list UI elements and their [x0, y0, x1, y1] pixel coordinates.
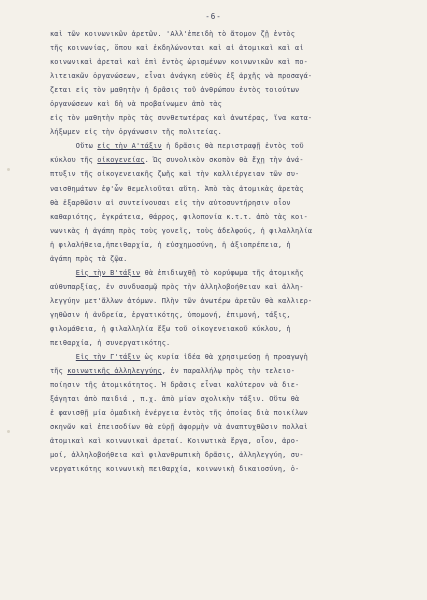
text-line — [50, 167, 412, 181]
text-line — [50, 83, 412, 97]
text-run: γηθῶσιν ἡ ἀνδρεία, ἐργατικότης, ὑπομονή, ἐπιμονή, τάξις, — [50, 310, 291, 319]
text-run: ἀτομικαὶ καὶ κοινωνικαὶ ἀρεταί. Κοινωτικὰ ἔργα, οἷον, ἀρο- — [50, 437, 300, 446]
text-run: καθαριότης, ἐγκράτεια, θάρρος, φιλοπονία κ.τ.τ. ἀπὸ τὰς κοι- — [50, 212, 308, 221]
text-run: λήξωμεν εἰς τὴν ὀργάνωσιν τῆς πολιτείας. — [50, 128, 222, 137]
text-run: ξάγηται ἀπὸ παιδιά , π.χ. ἀπὸ μίαν σχολικὴν τάξιν. Οὕτω θὰ — [50, 395, 300, 404]
text-run: νεργατικότης κοινωνικὴ πειθαρχία, κοινωνικὴ δικαιοσύνη, ὁ- — [50, 465, 300, 474]
text-run: τῆς κοινωνίας, ὅπου καὶ ἐκδηλώνονται καὶ αἱ ἀτομικαὶ καὶ αἱ — [50, 44, 304, 53]
text-line — [50, 182, 412, 196]
text-run: τῆς — [50, 367, 68, 376]
text-run: ὡς κυρία ἰδέα θὰ χρησιμεύσῃ ἡ προαγωγὴ — [140, 353, 308, 362]
text-line — [50, 336, 412, 350]
text-line — [50, 41, 412, 55]
underlined-text: εἰς τὴν Α'τάξιν — [97, 142, 162, 151]
text-run: σκηνῶν καὶ ἐπεισοδίων θὰ εὑρῇ ἀφορμὴν νὰ ἀναπτυχθῶσιν πολλαὶ — [50, 423, 308, 432]
text-run — [50, 353, 76, 361]
text-run — [50, 269, 76, 277]
text-run: , ἐν παραλλήλῳ πρὸς τὴν τελειο- — [161, 367, 296, 376]
text-line — [50, 111, 412, 125]
text-run: ἐ φανισθῇ μία ὁμαδικὴ ἐνέργεια ἐντὸς τῆς ὁποίας διὰ ποικίλων — [50, 409, 308, 418]
text-line — [50, 350, 412, 364]
text-run: ἡ δρᾶσις θὰ περιστραφῇ ἐντὸς τοῦ — [161, 142, 304, 151]
text-line — [50, 139, 412, 153]
text-line — [50, 196, 412, 210]
text-run: λεγγύην μετ'ἄλλων ἀτόμων. Πλὴν τῶν ἀνωτέρω ἀρετῶν θὰ καλλιερ- — [50, 296, 313, 305]
typed-body-text — [50, 27, 412, 477]
text-run: ναισθημάτων ἐφ'ὧν θεμελιοῦται αὕτη. Ἀπὸ τὰς ἀτομικὰς ἀρετὰς — [50, 184, 304, 193]
text-run: ἀγάπη πρὸς τὰ ζῷα. — [50, 254, 128, 263]
text-line — [50, 97, 412, 111]
binding-hole — [7, 168, 10, 171]
text-run: ζεται εἰς τὸν μαθητὴν ἡ δρᾶσις τοῦ ἀνθρώπου ἐντὸς τοιούτων — [50, 86, 300, 95]
page-number: -6- — [205, 12, 222, 21]
text-line — [50, 27, 412, 41]
text-run: κοινωνικαὶ ἀρεταὶ καὶ ἐπὶ ἐντὸς ὡρισμένων κοινωνικῶν καὶ πο- — [50, 58, 308, 67]
text-run: πτυξιν τῆς οἰκογενειακῆς ζωῆς καὶ τὴν καλλιέργειαν τῶν συ- — [50, 170, 300, 179]
text-line — [50, 125, 412, 139]
text-line — [50, 210, 412, 224]
text-line — [50, 406, 412, 420]
text-run: πειθαρχία, ἡ συνεργατικότης. — [50, 339, 171, 348]
text-line — [50, 322, 412, 336]
text-run: νωνικὰς ἡ ἀγάπη πρὸς τοὺς γονεῖς, τοὺς ἀδελφούς, ἡ φιλαλληλία — [50, 226, 313, 235]
text-run: φιλομάθεια, ἡ φιλαλληλία ἔξω τοῦ οἰκογενειακοῦ κύκλου, ἡ — [50, 324, 291, 333]
text-run: Οὕτω — [50, 142, 98, 151]
text-line — [50, 392, 412, 406]
underlined-text: οἰκογενείας — [97, 156, 145, 165]
underlined-text: κοινωτικῆς ἀλληλεγγύης — [67, 367, 162, 376]
underlined-text: Εἰς τὴν Γ'τάξιν — [75, 353, 141, 362]
text-line — [50, 294, 412, 308]
text-run: . Ὡς συνολικὸν σκοπὸν θὰ ἔχῃ τὴν ἀνά- — [144, 156, 304, 165]
text-run: αὐθυπαρξίας, ἐν συνδυασμῷ πρὸς τὴν ἀλληλοβοήθειαν καὶ ἀλλη- — [50, 282, 304, 291]
text-line — [50, 364, 412, 378]
text-line — [50, 462, 412, 476]
text-line — [50, 252, 412, 266]
text-line — [50, 280, 412, 294]
text-run: θὰ ἐξαρθῶσιν αἱ συντείνουσαι εἰς τὴν αὐτοσυντήρησιν οἷον — [50, 198, 291, 207]
text-run: ποίησιν τῆς ἀτομικότητος. Ἡ δρᾶσις εἶναι καλύτερον νὰ διε- — [50, 381, 300, 390]
text-run: θὰ ἐπιδιωχθῇ τὸ κορύφωμα τῆς ἀτομικῆς — [140, 268, 304, 277]
text-line — [50, 153, 412, 167]
text-line — [50, 266, 412, 280]
text-run: ἡ φιλαλήθεια,ἡπειθαρχία, ἡ εὐσχημοσύνη, ἡ ἀξιοπρέπεια, ἡ — [50, 240, 291, 249]
text-line — [50, 224, 412, 238]
text-line — [50, 420, 412, 434]
text-run: μοί, ἀλληλοβοήθεια καὶ φιλανθρωπικὴ δρᾶσις, ἀλληλεγγύη, συ- — [50, 451, 304, 460]
text-run: καὶ τῶν κοινωνικῶν ἀρετῶν. 'Αλλ'ἐπειδὴ τὸ ἄτομον ζῇ ἐντὸς — [50, 30, 296, 38]
text-line — [50, 434, 412, 448]
binding-hole — [7, 430, 10, 433]
underlined-text: Εἰς τὴν Β'τάξιν — [75, 268, 141, 277]
text-line — [50, 308, 412, 322]
text-run: λιτειακῶν ὀργανώσεων, εἶναι ἀνάγκη εὐθὺς ἐξ ἀρχῆς νὰ προσαγά- — [50, 72, 313, 81]
text-run: εἰς τὸν μαθητὴν πρὸς τὰς συνθετωτέρας καὶ ἀνωτέρας, ἵνα κατα- — [50, 114, 313, 123]
text-line — [50, 69, 412, 83]
text-line — [50, 55, 412, 69]
text-line — [50, 378, 412, 392]
text-run: ὀργανώσεων καὶ δὴ νὰ προβαίνωμεν ἀπὸ τὰς — [50, 100, 222, 109]
text-run: κύκλου τῆς — [50, 156, 98, 165]
text-line — [50, 448, 412, 462]
text-line — [50, 238, 412, 252]
